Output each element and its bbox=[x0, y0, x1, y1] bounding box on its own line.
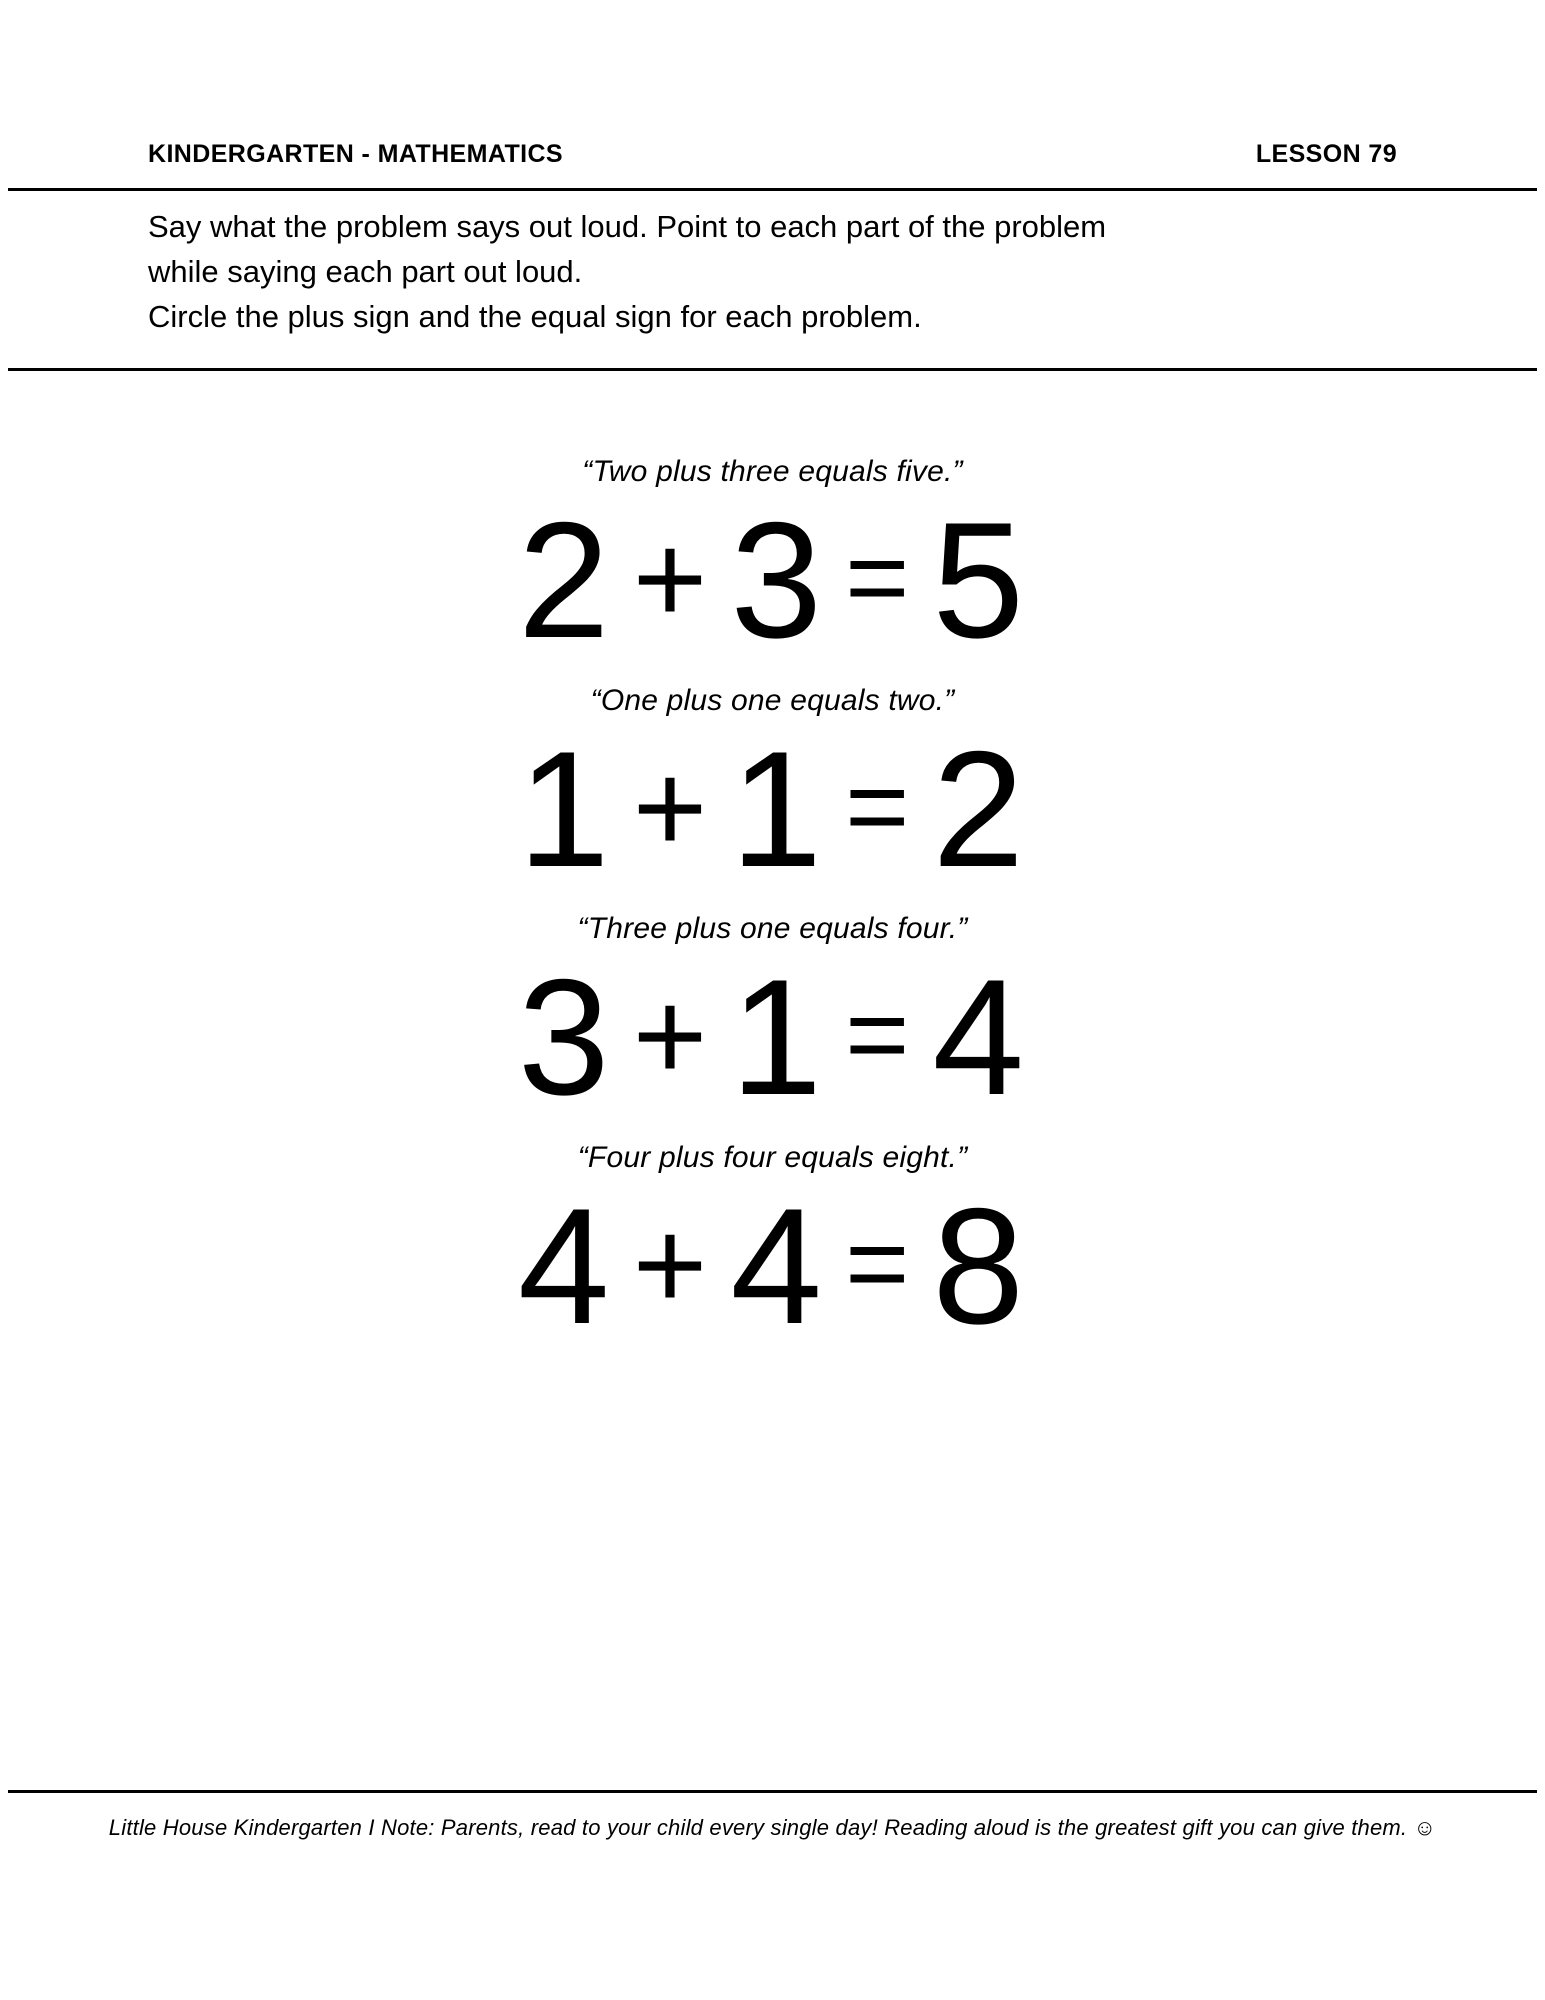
equal-sign[interactable]: = bbox=[845, 973, 913, 1097]
instruction-line-2: while saying each part out loud. bbox=[148, 253, 583, 289]
instructions-block bbox=[148, 205, 1425, 340]
problem-say-aloud: “One plus one equals two.” bbox=[590, 683, 955, 717]
problem-equation bbox=[0, 1169, 1545, 1364]
problem-say-aloud: “Four plus four equals eight.” bbox=[577, 1141, 968, 1175]
addend-second: 1 bbox=[730, 716, 826, 901]
page-header bbox=[148, 140, 1397, 169]
footer-note: Little House Kindergarten I Note: Parents, read to your child every single day! Reading aloud is the greatest gift you can give them. ☺ bbox=[108, 1815, 1437, 1840]
problem-equation bbox=[0, 940, 1545, 1135]
problem-say-aloud: “Three plus one equals four.” bbox=[577, 912, 968, 946]
equal-sign[interactable]: = bbox=[845, 744, 913, 868]
equal-sign[interactable]: = bbox=[845, 516, 913, 639]
addend-second: 4 bbox=[730, 1174, 826, 1359]
addend-first: 2 bbox=[517, 488, 613, 672]
sum-value: 2 bbox=[932, 716, 1028, 901]
equal-sign[interactable]: = bbox=[845, 1202, 913, 1326]
plus-sign[interactable]: + bbox=[632, 965, 711, 1109]
problem-item bbox=[0, 684, 1545, 907]
addend-second: 3 bbox=[730, 488, 826, 672]
subject-title: KINDERGARTEN - MATHEMATICS bbox=[148, 140, 564, 168]
addend-first: 4 bbox=[517, 1174, 613, 1359]
problem-item bbox=[0, 455, 1545, 678]
sum-value: 4 bbox=[932, 945, 1028, 1130]
plus-sign[interactable]: + bbox=[632, 1194, 711, 1338]
addend-first: 3 bbox=[517, 945, 613, 1130]
problems-list bbox=[0, 455, 1545, 1370]
problem-equation bbox=[0, 712, 1545, 907]
problem-say-aloud: “Two plus three equals five.” bbox=[582, 455, 963, 488]
plus-sign[interactable]: + bbox=[632, 736, 711, 880]
addend-second: 1 bbox=[730, 945, 826, 1130]
problem-item bbox=[0, 1141, 1545, 1364]
plus-sign[interactable]: + bbox=[632, 508, 711, 651]
footer-divider bbox=[8, 1790, 1537, 1793]
sum-value: 8 bbox=[932, 1174, 1028, 1359]
sum-value: 5 bbox=[932, 488, 1028, 672]
instructions-divider bbox=[8, 368, 1537, 371]
instruction-line-1: Say what the problem says out loud. Point to each part of the problem bbox=[148, 209, 1107, 244]
problem-equation bbox=[0, 483, 1545, 678]
instruction-line-3: Circle the plus sign and the equal sign for each problem. bbox=[148, 298, 922, 334]
lesson-number: LESSON 79 bbox=[1255, 140, 1397, 168]
problem-item bbox=[0, 912, 1545, 1135]
addend-first: 1 bbox=[517, 716, 613, 901]
header-divider bbox=[8, 188, 1537, 191]
